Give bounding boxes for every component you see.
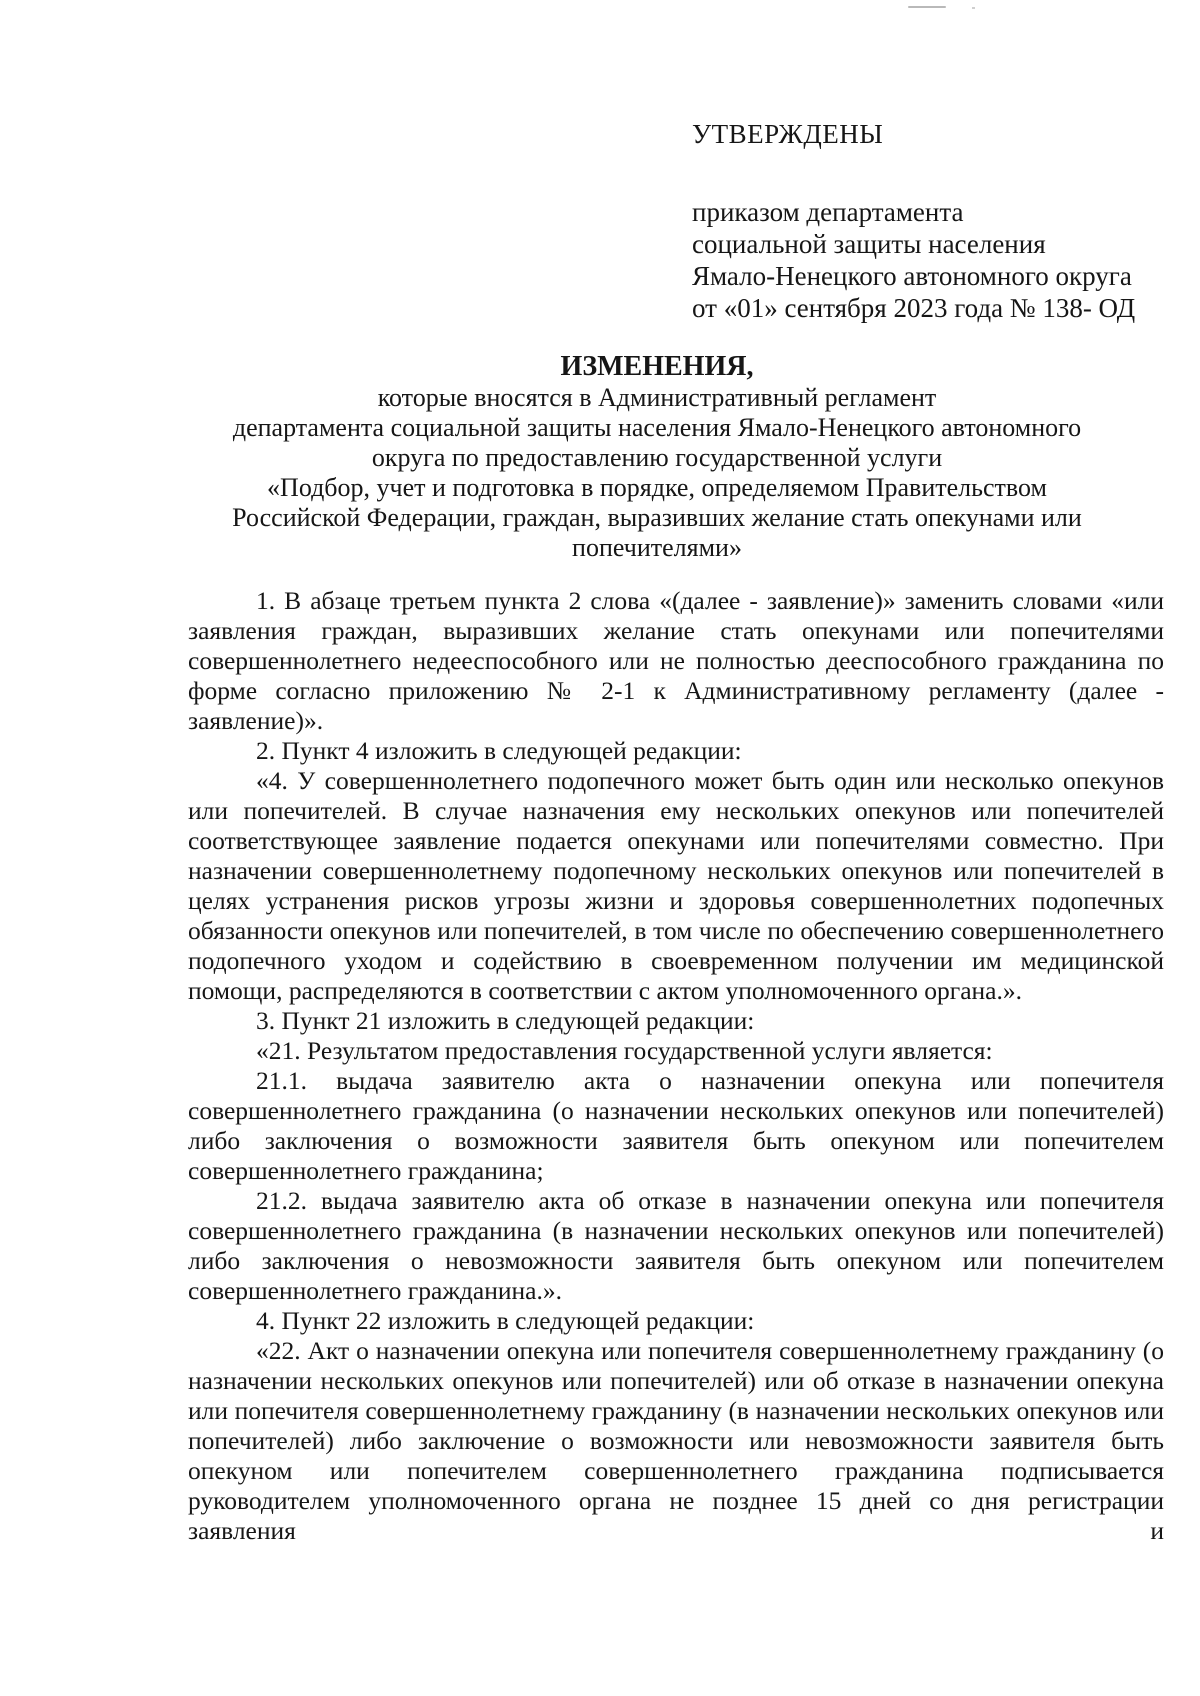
title-line: «Подбор, учет и подготовка в порядке, определяемом Правительством <box>267 473 1047 502</box>
document-title: ИЗМЕНЕНИЯ, <box>560 351 754 382</box>
paragraph-point-21-2: 21.2. выдача заявителю акта об отказе в назначении опекуна или попечителя совершеннолетнего гражданина (в назначении нескольких опекунов или попечителей) либо заключения о невозможности заявителя быть опекуном или попечителем совершеннолетнего гражданина.». <box>188 1186 1164 1305</box>
title-line: округа по предоставлению государственной услуги <box>371 443 943 472</box>
title-line: Российской Федерации, граждан, выразивших желание стать опекунами или <box>232 503 1082 532</box>
scan-artifact-dot <box>972 7 975 9</box>
paragraph-point-4: «4. У совершеннолетнего подопечного может быть один или несколько опекунов или попечителей. В случае назначения ему нескольких опекунов или попечителей соответствующее заявление подается опекунами или попечителями совместно. При назначении совершеннолетнему подопечному нескольких опекунов или попечителей в целях устранения рисков угрозы жизни и здоровья совершеннолетних подопечных обязанности опекунов или попечителей, в том числе по обеспечению совершеннолетнего подопечного уходом и содействию в своевременном получении им медицинской помощи, распределяются в соответствии с актом уполномоченного органа.». <box>188 766 1164 1005</box>
paragraph-item-1: 1. В абзаце третьем пункта 2 слова «(далее - заявление)» заменить словами «или заявления граждан, выразивших желание стать опекунами или попечителями совершеннолетнего недееспособного или не полностью дееспособного гражданина по форме согласно приложению № 2-1 к Административному регламенту (далее - заявление)». <box>188 586 1164 735</box>
document-body <box>188 586 1164 1546</box>
document-title-block <box>150 352 1164 563</box>
title-line: которые вносятся в Административный регламент <box>377 383 937 412</box>
approval-line: социальной защиты населения <box>692 229 1046 259</box>
paragraph-point-22: «22. Акт о назначении опекуна или попечителя совершеннолетнему гражданину (о назначении нескольких опекунов или попечителей) или об отказе в назначении опекуна или попечителя совершеннолетнему гражданину (в назначении нескольких опекунов или попечителей) либо заключение о возможности или невозможности заявителя быть опекуном или попечителем совершеннолетнего гражданина подписывается руководителем уполномоченного органа не позднее 15 дней со дня регистрации заявления и <box>188 1336 1164 1545</box>
paragraph-point-21: «21. Результатом предоставления государственной услуги является: <box>256 1036 993 1065</box>
title-line: попечителями» <box>572 533 742 562</box>
approval-line: Ямало-Ненецкого автономного округа <box>692 261 1132 291</box>
paragraph-item-4: 4. Пункт 22 изложить в следующей редакции: <box>256 1306 755 1335</box>
title-line: департамента социальной защиты населения Ямало-Ненецкого автономного <box>232 413 1082 442</box>
paragraph-point-21-1: 21.1. выдача заявителю акта о назначении опекуна или попечителя совершеннолетнего гражданина (о назначении нескольких опекунов или попечителей) либо заключения о возможности заявителя быть опекуном или попечителем совершеннолетнего гражданина; <box>188 1066 1164 1185</box>
approval-heading: УТВЕРЖДЕНЫ <box>692 119 884 149</box>
approval-line: от «01» сентября 2023 года № 138- ОД <box>692 293 1136 323</box>
approval-line: приказом департамента <box>692 197 964 227</box>
scan-artifact-mark <box>908 6 946 8</box>
paragraph-item-2: 2. Пункт 4 изложить в следующей редакции: <box>256 736 742 765</box>
approval-block <box>692 118 1135 324</box>
paragraph-item-3: 3. Пункт 21 изложить в следующей редакции: <box>256 1006 755 1035</box>
